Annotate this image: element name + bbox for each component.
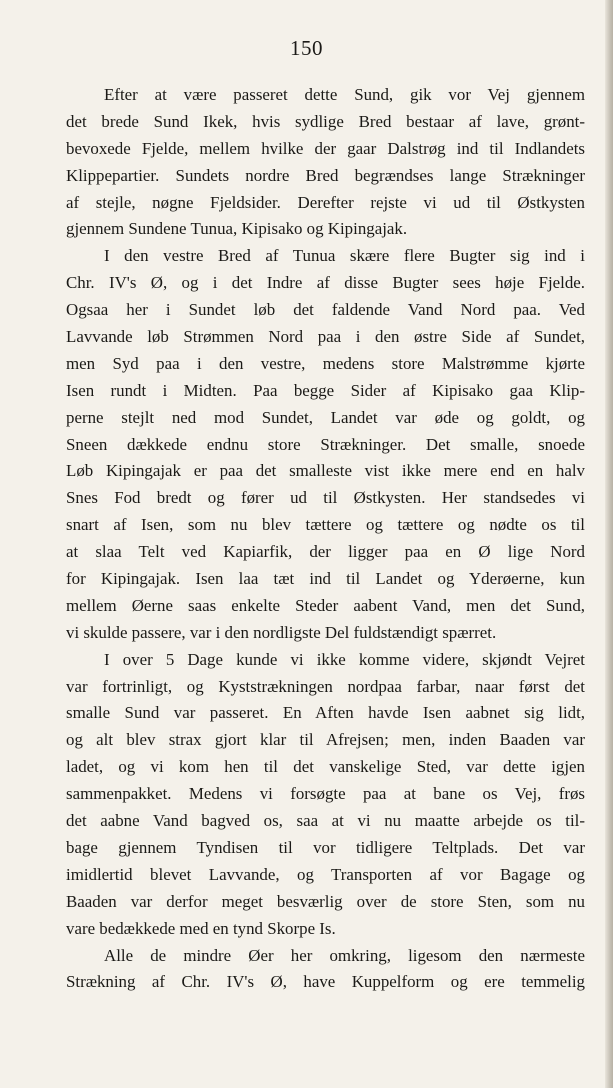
text-line: gjennem Sundene Tunua, Kipisako og Kipingajak.	[66, 219, 408, 239]
paragraph-1	[66, 82, 585, 243]
text-line: Alle de mindre Øer her omkring, ligesom den nærmeste	[104, 945, 585, 965]
text-line: vi skulde passere, var i den nordligste Del fuldstændigt spærret.	[66, 622, 497, 642]
text-line: Klippepartier. Sundets nordre Bred begrændses lange Strækninger	[66, 165, 585, 185]
text-line: Løb Kipingajak er paa det smalleste vist ikke mere end en halv	[66, 461, 585, 481]
paragraph-4	[66, 943, 585, 997]
text-line: bage gjennem Tyndisen til vor tidligere Teltplads. Det var	[66, 837, 585, 857]
text-line: imidlertid blevet Lavvande, og Transporten af vor Bagage og	[66, 864, 585, 884]
body-text	[66, 82, 585, 996]
text-line: Ogsaa her i Sundet løb det faldende Vand Nord paa. Ved	[66, 300, 585, 320]
text-line: snart af Isen, som nu blev tættere og tættere og nødte os til	[66, 515, 585, 535]
text-line: mellem Øerne saas enkelte Steder aabent Vand, men det Sund,	[66, 595, 585, 615]
text-line: Strækning af Chr. IV's Ø, have Kuppelform og ere temmelig	[66, 972, 585, 992]
text-line: Isen rundt i Midten. Paa begge Sider af Kipisako gaa Klip-	[66, 380, 585, 400]
text-line: smalle Sund var passeret. En Aften havde Isen aabnet sig lidt,	[66, 703, 585, 723]
text-line: Chr. IV's Ø, og i det Indre af disse Bugter sees høje Fjelde.	[66, 273, 585, 293]
text-line: for Kipingajak. Isen laa tæt ind til Landet og Yderøerne, kun	[66, 569, 585, 589]
text-line: vare bedækkede med en tynd Skorpe Is.	[66, 918, 336, 938]
text-line: bevoxede Fjelde, mellem hvilke der gaar Dalstrøg ind til Indlandets	[66, 138, 585, 158]
text-line: I over 5 Dage kunde vi ikke komme videre, skjøndt Vejret	[104, 649, 585, 669]
text-line: Snes Fod bredt og fører ud til Østkysten. Her standsedes vi	[66, 488, 585, 508]
text-line: Lavvande løb Strømmen Nord paa i den østre Side af Sundet,	[66, 327, 585, 347]
text-line: ladet, og vi kom hen til det vanskelige Sted, var dette igjen	[66, 757, 585, 777]
text-line: og alt blev strax gjort klar til Afrejsen; men, inden Baaden var	[66, 730, 585, 750]
text-line: Sneen dækkede endnu store Strækninger. Det smalle, snoede	[66, 434, 585, 454]
text-line: I den vestre Bred af Tunua skære flere Bugter sig ind i	[104, 246, 585, 266]
text-line: af stejle, nøgne Fjeldsider. Derefter rejste vi ud til Østkysten	[66, 192, 585, 212]
text-line: det aabne Vand bagved os, saa at vi nu maatte arbejde os til-	[66, 811, 585, 831]
text-line: Efter at være passeret dette Sund, gik vor Vej gjennem	[104, 85, 585, 104]
paragraph-2	[66, 243, 585, 646]
text-line: det brede Sund Ikek, hvis sydlige Bred bestaar af lave, grønt-	[66, 111, 585, 131]
paragraph-3	[66, 647, 585, 943]
text-line: men Syd paa i den vestre, medens store Malstrømme kjørte	[66, 353, 585, 373]
text-line: at slaa Telt ved Kapiarfik, der ligger paa en Ø lige Nord	[66, 542, 585, 562]
page-number: 150	[290, 36, 323, 60]
text-line: sammenpakket. Medens vi forsøgte paa at bane os Vej, frøs	[66, 784, 585, 804]
text-line: Baaden var derfor meget besværlig over de store Sten, som nu	[66, 891, 585, 911]
text-line: var fortrinligt, og Kyststrækningen nordpaa farbar, naar først det	[66, 676, 585, 696]
text-line: perne stejlt ned mod Sundet, Landet var øde og goldt, og	[66, 407, 585, 427]
page-edge-shadow	[605, 0, 613, 1088]
